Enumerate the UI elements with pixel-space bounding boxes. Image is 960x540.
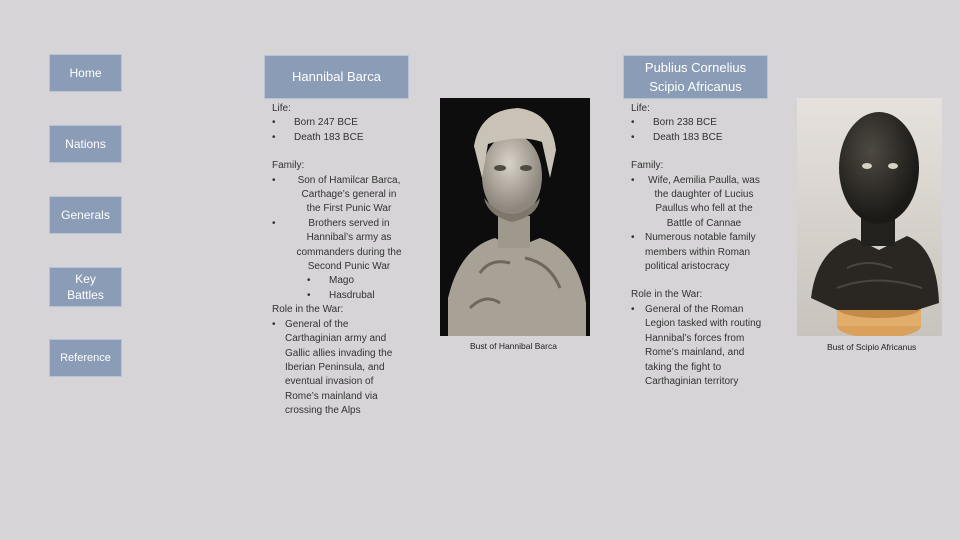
list-item: • Death 183 BCE [272, 131, 364, 143]
scipio-name: Publius Cornelius Scipio Africanus [644, 59, 747, 94]
hannibal-family-heading: Family: [272, 160, 305, 172]
scipio-info [631, 102, 763, 389]
nav-reference-label: Reference [60, 351, 111, 364]
list-item: • Death 183 BCE [631, 131, 723, 143]
hannibal-name-box [264, 55, 409, 99]
hannibal-bust-image [440, 98, 590, 336]
scipio-family-heading: Family: [631, 160, 664, 172]
list-item: • Mago [307, 275, 355, 287]
hannibal-info [272, 102, 404, 419]
list-item: • General of the Carthaginian army and Gallic allies invading the Iberian Peninsula, and eventual invasion of Rome’s mainland via crossing the Alps [272, 318, 393, 417]
scipio-bust-caption: Bust of Scipio Africanus [827, 342, 917, 352]
hannibal-name: Hannibal Barca [292, 69, 381, 85]
scipio-bust-image [797, 98, 942, 336]
nav-generals-label: Generals [61, 207, 110, 222]
list-item: • Born 238 BCE [631, 117, 717, 129]
hannibal-war-heading: Role in the War: [272, 304, 344, 316]
nav-generals-button[interactable] [49, 196, 122, 234]
nav-home-button[interactable] [49, 54, 122, 92]
nav-nations-label: Nations [65, 136, 106, 151]
scipio-life-heading: Life: [631, 103, 650, 114]
list-item: • Wife, Aemilia Paulla, was the daughter of Lucius Paullus who fell at the Battle of Cannae [631, 174, 760, 229]
list-item: • Numerous notable family members within Roman political aristocracy [631, 232, 756, 273]
nav-key-battles-button[interactable] [49, 267, 122, 307]
list-item: • General of the Roman Legion tasked with routing Hannibal’s forces from Rome’s mainland, and taking the fight to Carthaginian territory [631, 303, 762, 387]
nav-nations-button[interactable] [49, 125, 122, 163]
list-item: • Born 247 BCE [272, 117, 358, 129]
list-item: • Son of Hamilcar Barca, Carthage’s general in the First Punic War [272, 174, 401, 215]
hannibal-life-heading: Life: [272, 103, 291, 114]
scipio-war-heading: Role in the War: [631, 289, 703, 301]
nav-home-label: Home [69, 65, 102, 80]
list-item: • Brothers served in Hannibal’s army as commanders during the Second Punic War [272, 217, 402, 273]
hannibal-bust-caption: Bust of Hannibal Barca [470, 341, 557, 351]
nav-key-battles-label: Key Battles [67, 271, 104, 302]
scipio-name-box [623, 55, 768, 99]
nav-reference-button[interactable] [49, 339, 122, 377]
list-item: • Hasdrubal [307, 289, 375, 301]
